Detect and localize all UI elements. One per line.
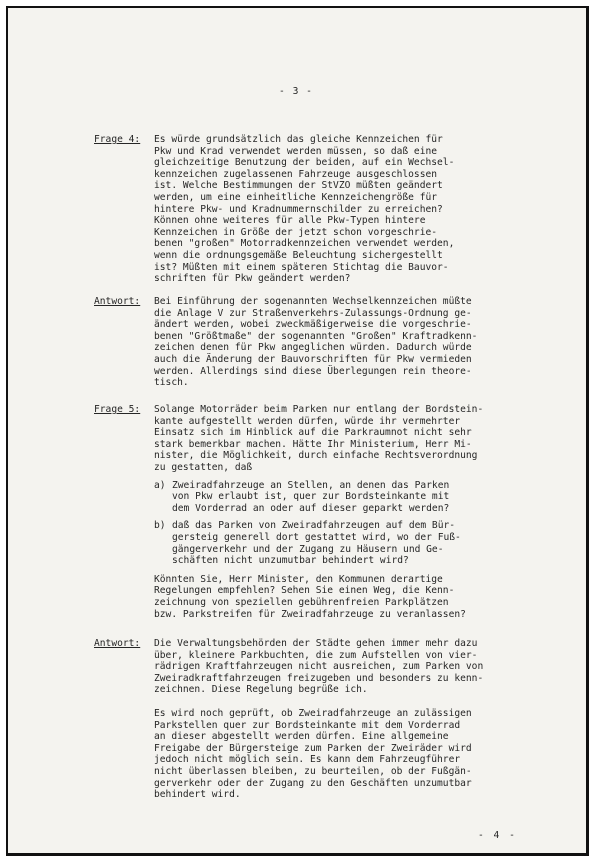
text-line: daß das Parken von Zweiradfahrzeugen auf dem Bür- bbox=[172, 520, 456, 532]
section-label: Antwort: bbox=[94, 296, 141, 307]
text-line: Zweiradkraftfahrzeugen freizugeben und besonders zu kenn- bbox=[154, 672, 484, 684]
text-line: stark bemerkbar machen. Hätte Ihr Ministerium, Herr Mi- bbox=[154, 438, 472, 450]
text-line: Die Verwaltungsbehörden der Städte gehen immer mehr dazu bbox=[154, 638, 478, 649]
text-line: ist. Welche Bestimmungen der StVZO müßten geändert bbox=[154, 180, 443, 192]
text-line: benen "großen" Motorradkennzeichen verwendet werden, bbox=[154, 238, 455, 250]
question-5 bbox=[94, 404, 564, 620]
text-line: behindert wird. bbox=[154, 789, 241, 801]
text-line: an dieser abgestellt werden dürfen. Eine allgemeine bbox=[154, 731, 449, 743]
text-line: Es wird noch geprüft, ob Zweiradfahrzeuge an zulässigen bbox=[154, 707, 472, 719]
closing-paragraph bbox=[154, 574, 564, 620]
text-line: über, kleinere Parkbuchten, die zum Aufstellen von vier- bbox=[154, 649, 478, 661]
text-line: Pkw und Krad verwendet werden müssen, so daß eine bbox=[154, 145, 438, 157]
second-paragraph bbox=[154, 708, 564, 801]
text-line: gängerverkehr und der Zugang zu Häusern und Ge- bbox=[172, 543, 444, 555]
text-line: dem Vorderrad an oder auf dieser geparkt werden? bbox=[172, 502, 450, 514]
list-marker: a) bbox=[154, 479, 166, 491]
text-line: hintere Pkw- und Kradnummernschilder zu erreichen? bbox=[154, 203, 443, 215]
text-line: ändert werden, wobei zweckmäßigerweise die vorgeschrie- bbox=[154, 319, 472, 331]
text-line: wenn die ordnungsgemäße Beleuchtung sichergestellt bbox=[154, 249, 443, 261]
text-line: zu gestatten, daß bbox=[154, 461, 253, 473]
section-label: Frage 5: bbox=[94, 404, 141, 415]
text-line: ist? Müßten mit einem späteren Stichtag die Bauvor- bbox=[154, 261, 449, 273]
text-line: werden. Allerdings sind diese Überlegungen rein theore- bbox=[154, 365, 472, 377]
text-line: jedoch nicht möglich sein. Es kann dem Fahrzeugführer bbox=[154, 754, 461, 766]
text-line: von Pkw erlaubt ist, quer zur Bordsteinkante mit bbox=[172, 491, 450, 503]
page-number: - 3 - bbox=[279, 86, 313, 97]
text-line: nicht überlassen bleiben, zu beurteilen, ob der Fußgän- bbox=[154, 765, 472, 777]
list-item-a bbox=[154, 480, 564, 515]
text-line: zeichen denen für Pkw angeglichen würden. Dadurch würde bbox=[154, 342, 472, 354]
text-line: Parkstellen quer zur Bordsteinkante mit dem Vorderrad bbox=[154, 719, 461, 731]
question-4 bbox=[94, 134, 564, 285]
text-line: bzw. Parkstreifen für Zweiradfahrzeuge zu veranlassen? bbox=[154, 608, 466, 620]
text-line: Zweiradfahrzeuge an Stellen, an denen das Parken bbox=[172, 479, 450, 491]
list-marker: b) bbox=[154, 520, 166, 532]
text-line: zeichnung von speziellen gebührenfreien Parkplätzen bbox=[154, 596, 449, 608]
text-line: benen "Größtmaße" der sogenannten "Großen" Kraftradkenn- bbox=[154, 330, 478, 342]
answer-4 bbox=[94, 296, 564, 389]
text-line: die Anlage V zur Straßenverkehrs-Zulassungs-Ordnung ge- bbox=[154, 307, 472, 319]
page-content bbox=[8, 8, 591, 858]
section-label: Frage 4: bbox=[94, 134, 141, 145]
text-line: schäften nicht unzumutbar behindert wird? bbox=[172, 555, 409, 567]
text-line: Bei Einführung der sogenannten Wechselkennzeichen müßte bbox=[154, 296, 472, 307]
text-line: auch die Änderung der Bauvorschriften für Pkw vermieden bbox=[154, 353, 472, 365]
answer-5 bbox=[94, 638, 564, 801]
text-line: Regelungen empfehlen? Sehen Sie einen Weg, die Kenn- bbox=[154, 585, 455, 597]
text-line: Freigabe der Bürgersteige zum Parken der Zweiräder wird bbox=[154, 742, 472, 754]
text-line: kennzeichen zugelassenen Fahrzeuge ausgeschlossen bbox=[154, 168, 438, 180]
text-line: werden, um eine einheitliche Kennzeichengröße für bbox=[154, 191, 438, 203]
text-line: gersteig generell dort gestattet wird, wo der Fuß- bbox=[172, 531, 461, 543]
text-line: Könnten Sie, Herr Minister, den Kommunen derartige bbox=[154, 573, 443, 585]
text-line: zeichnen. Diese Regelung begrüße ich. bbox=[154, 684, 368, 696]
text-line: rädrigen Kraftfahrzeugen nicht ausreichen, zum Parken von bbox=[154, 661, 484, 673]
text-line: Solange Motorräder beim Parken nur entlang der Bordstein- bbox=[154, 404, 484, 415]
text-line: kante aufgestellt werden dürfen, würde ihr vermehrter bbox=[154, 415, 461, 427]
text-line: Einsatz sich im Hinblick auf die Parkraumnot nicht sehr bbox=[154, 427, 472, 439]
text-line: Es würde grundsätzlich das gleiche Kennzeichen für bbox=[154, 134, 443, 145]
text-line: Können ohne weiteres für alle Pkw-Typen hintere bbox=[154, 215, 426, 227]
text-line: gerverkehr oder der Zugang zu den Geschäften unzumutbar bbox=[154, 777, 472, 789]
text-line: Kennzeichen in Größe der jetzt schon vorgeschrie- bbox=[154, 226, 438, 238]
list-item-b bbox=[154, 520, 564, 566]
text-line: nister, die Möglichkeit, durch einfache Rechtsverordnung bbox=[154, 450, 478, 462]
text-line: tisch. bbox=[154, 377, 189, 389]
document-sheet bbox=[6, 6, 589, 856]
text-line: schriften für Pkw geändert werden? bbox=[154, 273, 351, 285]
text-line: gleichzeitige Benutzung der beiden, auf ein Wechsel- bbox=[154, 157, 455, 169]
section-label: Antwort: bbox=[94, 638, 141, 649]
next-page-marker: - 4 - bbox=[478, 830, 517, 841]
